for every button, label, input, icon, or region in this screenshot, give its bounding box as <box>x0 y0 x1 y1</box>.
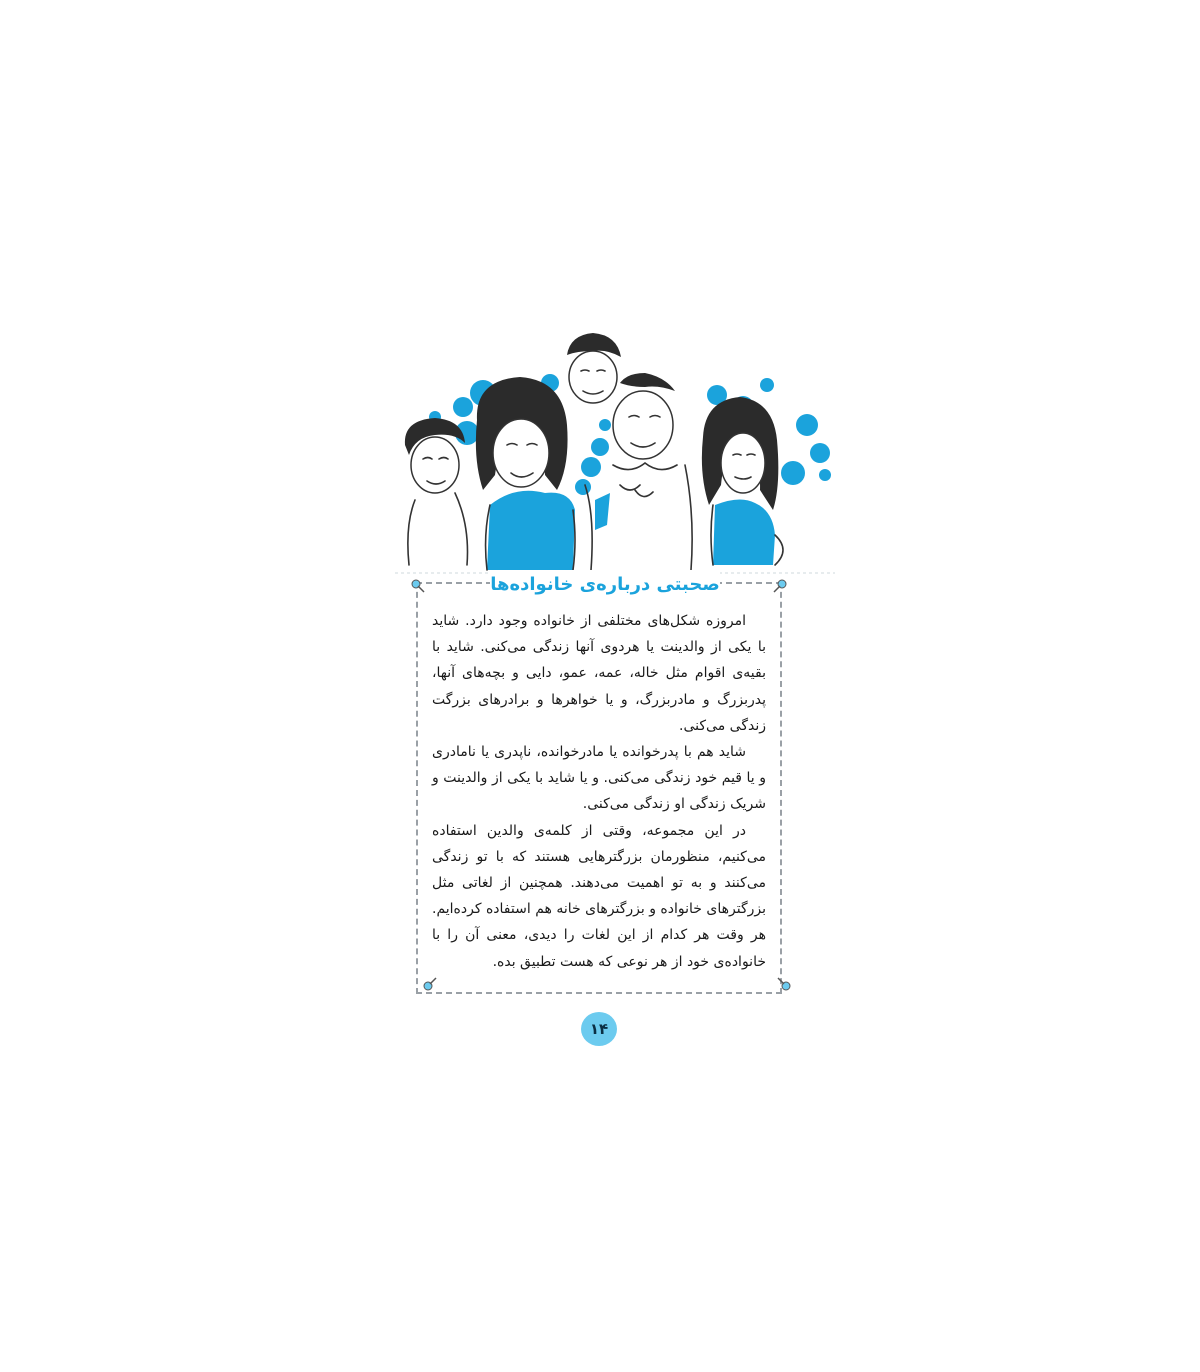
section-title-wrap <box>490 570 720 600</box>
paragraph: امروزه شکل‌های مختلفی از خانواده وجود دارد. شاید با یکی از والدینت یا هردوی آنها زندگی می‌کنی. شاید با بقیه‌ی اقوام مثل خاله، عمه، عمو، دایی و بچه‌های آنها، پدربزرگ و مادربزرگ، و یا خواهرها و برادرهای بزرگت زندگی می‌کنی. <box>432 613 766 734</box>
paragraph: شاید هم با پدرخوانده یا مادرخوانده، ناپدری یا نامادری و یا قیم خود زندگی می‌کنی. و یا شاید با یکی از والدینت و شریک زندگی او زندگی می‌کنی. <box>432 744 766 813</box>
family-illustration <box>395 325 835 575</box>
paragraph: در این مجموعه، وقتی از کلمه‌ی والدین استفاده می‌کنیم، منظورمان بزرگترهایی هستند که با تو زندگی می‌کنند و به تو اهمیت می‌دهند. همچنین از لغاتی مثل بزرگترهای خانواده و بزرگترهای خانه هم استفاده کرده‌ایم. هر وقت هر کدام از این لغات را دیدی، معنی آن را با خانواده‌ی خود از هر نوعی که هست تطبیق بده. <box>432 822 766 970</box>
pushpin-icon <box>422 976 438 992</box>
body-text <box>432 608 766 975</box>
pushpin-icon <box>776 976 792 992</box>
pushpin-icon <box>772 578 788 594</box>
section-title: صحبتی درباره‌ی خانواده‌ها <box>490 574 720 595</box>
page-number: ۱۴ <box>581 1012 617 1046</box>
pushpin-icon <box>410 578 426 594</box>
